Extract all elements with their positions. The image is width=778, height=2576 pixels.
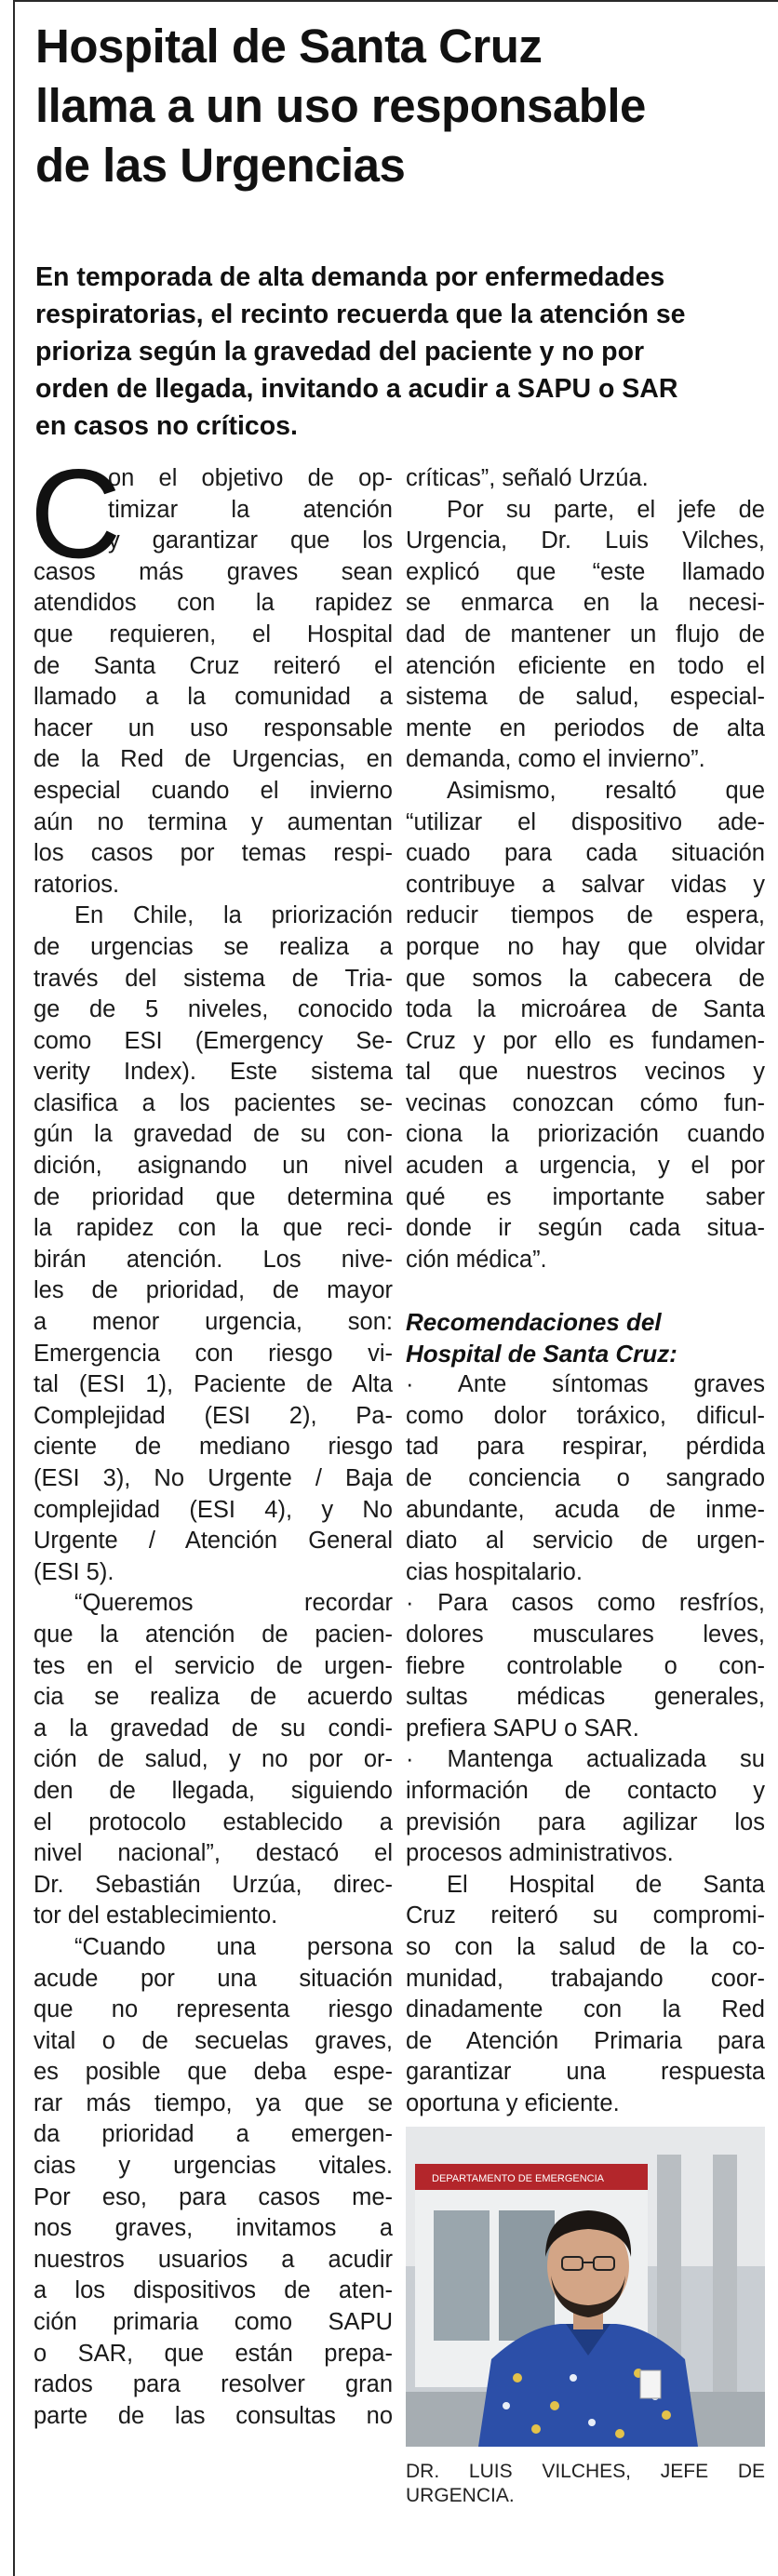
body-line: atendidos con la rapidez	[34, 590, 393, 617]
body-line: demanda, como el invierno”.	[406, 746, 705, 773]
body-line: o SAR, que están prepa-	[34, 2340, 393, 2367]
body-line: Por eso, para casos me-	[34, 2183, 393, 2210]
body-line: de la Red de Urgencias, en	[34, 746, 393, 773]
body-column-left	[30, 443, 393, 2432]
body-line: tes en el servicio de urgen-	[34, 1652, 393, 1679]
body-line: sistema de salud, especial-	[406, 684, 765, 711]
headline-line: Hospital de Santa Cruz	[35, 20, 543, 73]
body-line: acuden a urgencia, y el por	[406, 1153, 765, 1180]
drop-cap: C	[30, 443, 122, 584]
body-line: través del sistema de Tria-	[34, 965, 393, 992]
left-column-rule	[13, 0, 15, 2576]
body-line: (ESI 5).	[34, 1558, 114, 1585]
body-line: hacer un uso responsable	[34, 714, 393, 741]
body-line: cuado para cada situación	[406, 840, 765, 867]
recommendations-text	[406, 1369, 765, 2119]
body-line: que no representa riesgo	[34, 1996, 393, 2023]
portrait-image	[406, 2127, 765, 2447]
body-line: a menor urgencia, son:	[34, 1309, 393, 1336]
body-line: Cruz reiteró su compromi-	[406, 1902, 765, 1929]
body-line: se enmarca en la necesi-	[406, 590, 765, 617]
column-left-text	[34, 463, 393, 2432]
body-line: so con la salud de la co-	[406, 1933, 765, 1960]
body-line: a la gravedad de su condi-	[34, 1715, 393, 1742]
body-line: procesos administrativos.	[406, 1840, 674, 1867]
body-line: que la atención de pacien-	[34, 1621, 393, 1648]
headline-line: de las Urgencias	[35, 139, 406, 192]
body-line: qué es importante saber	[406, 1183, 765, 1210]
body-line: “Queremos recordar	[74, 1590, 393, 1617]
body-line: de Atención Primaria para	[406, 2027, 765, 2054]
body-line: el protocolo establecido a	[34, 1809, 393, 1835]
body-line: ciona la priorización cuando	[406, 1121, 765, 1148]
body-line: tal (ESI 1), Paciente de Alta	[34, 1371, 393, 1398]
body-line: es posible que deba espe-	[34, 2059, 393, 2086]
body-line: sultas médicas generales,	[406, 1684, 765, 1711]
body-line: acude por una situación	[34, 1965, 393, 1992]
body-line: cia se realiza de acuerdo	[34, 1684, 393, 1711]
caption-gap	[406, 2447, 765, 2460]
body-line: cias hospitalario.	[406, 1558, 583, 1585]
body-line: “utilizar el dispositivo ade-	[406, 808, 765, 835]
body-line: prefiera SAPU o SAR.	[406, 1715, 639, 1742]
body-line: de urgencias se realiza a	[34, 933, 393, 960]
body-line: Dr. Sebastián Urzúa, direc-	[34, 1871, 393, 1898]
body-line: gún la gravedad de su con-	[34, 1121, 393, 1148]
body-line: contribuye a salvar vidas y	[406, 871, 765, 898]
body-line: de prioridad que determina	[34, 1183, 393, 1210]
body-line: vital o de secuelas graves,	[34, 2027, 393, 2054]
body-line: dolores musculares leves,	[406, 1621, 765, 1648]
body-line: ciente de mediano riesgo	[34, 1434, 393, 1461]
body-line: rados para resolver gran	[34, 2371, 393, 2398]
body-line: on el objetivo de op-	[108, 465, 393, 491]
body-line: la rapidez con la que reci-	[34, 1215, 393, 1242]
body-line: · Mantenga actualizada su	[406, 1746, 765, 1773]
column-right-text	[406, 463, 765, 1275]
body-line: reducir tiempos de espera,	[406, 902, 765, 929]
lead-line: orden de llegada, invitando a acudir a SAPU o SAR	[35, 374, 678, 404]
lead-paragraph	[35, 259, 761, 445]
lead-line: prioriza según la gravedad del paciente y no por	[35, 337, 645, 367]
body-line: cias y urgencias vitales.	[34, 2153, 393, 2180]
body-line: El Hospital de Santa	[447, 1871, 765, 1898]
body-line: a los dispositivos de aten-	[34, 2277, 393, 2304]
body-line: tal que nuestros vecinos y	[406, 1059, 765, 1086]
body-line: fiebre controlable o con-	[406, 1652, 765, 1679]
body-line: y garantizar que los	[108, 527, 393, 554]
photo-dr-vilches	[406, 2127, 765, 2447]
top-rule	[13, 0, 778, 2]
body-line: Emergencia con riesgo vi-	[34, 1340, 393, 1367]
body-line: porque no hay que olvidar	[406, 933, 765, 960]
body-line: toda la microárea de Santa	[406, 996, 765, 1023]
body-line: den de llegada, siguiendo	[34, 1777, 393, 1804]
body-line: “Cuando una persona	[74, 1933, 393, 1960]
body-line: dad de mantener un flujo de	[406, 621, 765, 647]
body-line: de conciencia o sangrado	[406, 1465, 765, 1491]
body-line: ción primaria como SAPU	[34, 2309, 393, 2336]
body-line: aún no termina y aumentan	[34, 808, 393, 835]
lead-line: En temporada de alta demanda por enfermedades	[35, 262, 665, 292]
body-line: mente en periodos de alta	[406, 714, 765, 741]
photo-caption: URGENCIA.	[406, 2485, 515, 2507]
body-line: nivel nacional”, destacó el	[34, 1840, 393, 1867]
body-line: previsión para agilizar los	[406, 1809, 765, 1835]
body-line: que somos la cabecera de	[406, 965, 765, 992]
body-line: parte de las consultas no	[34, 2402, 393, 2429]
body-line: ción médica”.	[406, 1246, 547, 1273]
body-line: ratorios.	[34, 871, 120, 898]
lead-line: en casos no críticos.	[35, 411, 298, 441]
body-line: verity Index). Este sistema	[34, 1059, 393, 1086]
body-line: timizar la atención	[108, 496, 393, 523]
subhead-line: Recomendaciones del	[406, 1308, 662, 1337]
section-spacer	[406, 1275, 765, 1307]
body-line: dinadamente con la Red	[406, 1996, 765, 2023]
body-line: les de prioridad, de mayor	[34, 1277, 393, 1304]
body-line: Cruz y por ello es fundamen-	[406, 1027, 765, 1054]
body-line: atención eficiente en todo el	[406, 652, 765, 679]
body-line: clasifica a los pacientes se-	[34, 1089, 393, 1116]
body-line: (ESI 3), No Urgente / Baja	[34, 1465, 393, 1491]
body-line: abundante, acuda de inme-	[406, 1496, 765, 1523]
body-line: de Santa Cruz reiteró el	[34, 652, 393, 679]
body-line: especial cuando el invierno	[34, 777, 393, 804]
body-line: donde ir según cada situa-	[406, 1215, 765, 1242]
body-column-right	[406, 463, 765, 2508]
body-line: En Chile, la priorización	[74, 902, 393, 929]
body-line: · Para casos como resfríos,	[406, 1590, 765, 1617]
body-line: Urgente / Atención General	[34, 1528, 393, 1555]
body-line: munidad, trabajando coor-	[406, 1965, 765, 1992]
photo-caption: DR. LUIS VILCHES, JEFE DE	[406, 2461, 765, 2483]
body-line: tad para respirar, pérdida	[406, 1434, 765, 1461]
subhead-line: Hospital de Santa Cruz:	[406, 1339, 677, 1368]
body-line: complejidad (ESI 4), y No	[34, 1496, 393, 1523]
body-line: vecinas conozcan cómo fun-	[406, 1089, 765, 1116]
body-line: rar más tiempo, ya que se	[34, 2089, 393, 2116]
body-line: nuestros usuarios a acudir	[34, 2246, 393, 2273]
body-line: garantizar una respuesta	[406, 2059, 765, 2086]
body-line: casos más graves sean	[34, 558, 393, 585]
photo-sign-text: DEPARTAMENTO DE EMERGENCIA	[432, 2173, 604, 2185]
body-line: llamado a la comunidad a	[34, 684, 393, 711]
body-line: Urgencia, Dr. Luis Vilches,	[406, 527, 765, 554]
body-line: da prioridad a emergen-	[34, 2121, 393, 2148]
body-line: como ESI (Emergency Se-	[34, 1027, 393, 1054]
body-line: Por su parte, el jefe de	[447, 496, 765, 523]
body-line: Complejidad (ESI 2), Pa-	[34, 1402, 393, 1429]
body-line: los casos por temas respi-	[34, 840, 393, 867]
body-line: Asimismo, resaltó que	[447, 777, 765, 804]
body-line: nos graves, invitamos a	[34, 2215, 393, 2242]
lead-line: respiratorias, el recinto recuerda que la atención se	[35, 300, 686, 329]
body-line: críticas”, señaló Urzúa.	[406, 465, 649, 491]
body-line: tor del establecimiento.	[34, 1902, 278, 1929]
body-line: ge de 5 niveles, conocido	[34, 996, 393, 1023]
body-line: diato al servicio de urgen-	[406, 1528, 765, 1555]
headline	[35, 17, 771, 195]
body-line: dición, asignando un nivel	[34, 1153, 393, 1180]
body-line: explicó que “este llamado	[406, 558, 765, 585]
body-line: oportuna y eficiente.	[406, 2089, 620, 2116]
body-line: ción de salud, y no por or-	[34, 1746, 393, 1773]
body-line: birán atención. Los nive-	[34, 1246, 393, 1273]
body-line: como dolor toráxico, dificul-	[406, 1402, 765, 1429]
body-line: información de contacto y	[406, 1777, 765, 1804]
headline-line: llama a un uso responsable	[35, 79, 646, 132]
body-line: · Ante síntomas graves	[406, 1371, 765, 1398]
body-line: que requieren, el Hospital	[34, 621, 393, 647]
